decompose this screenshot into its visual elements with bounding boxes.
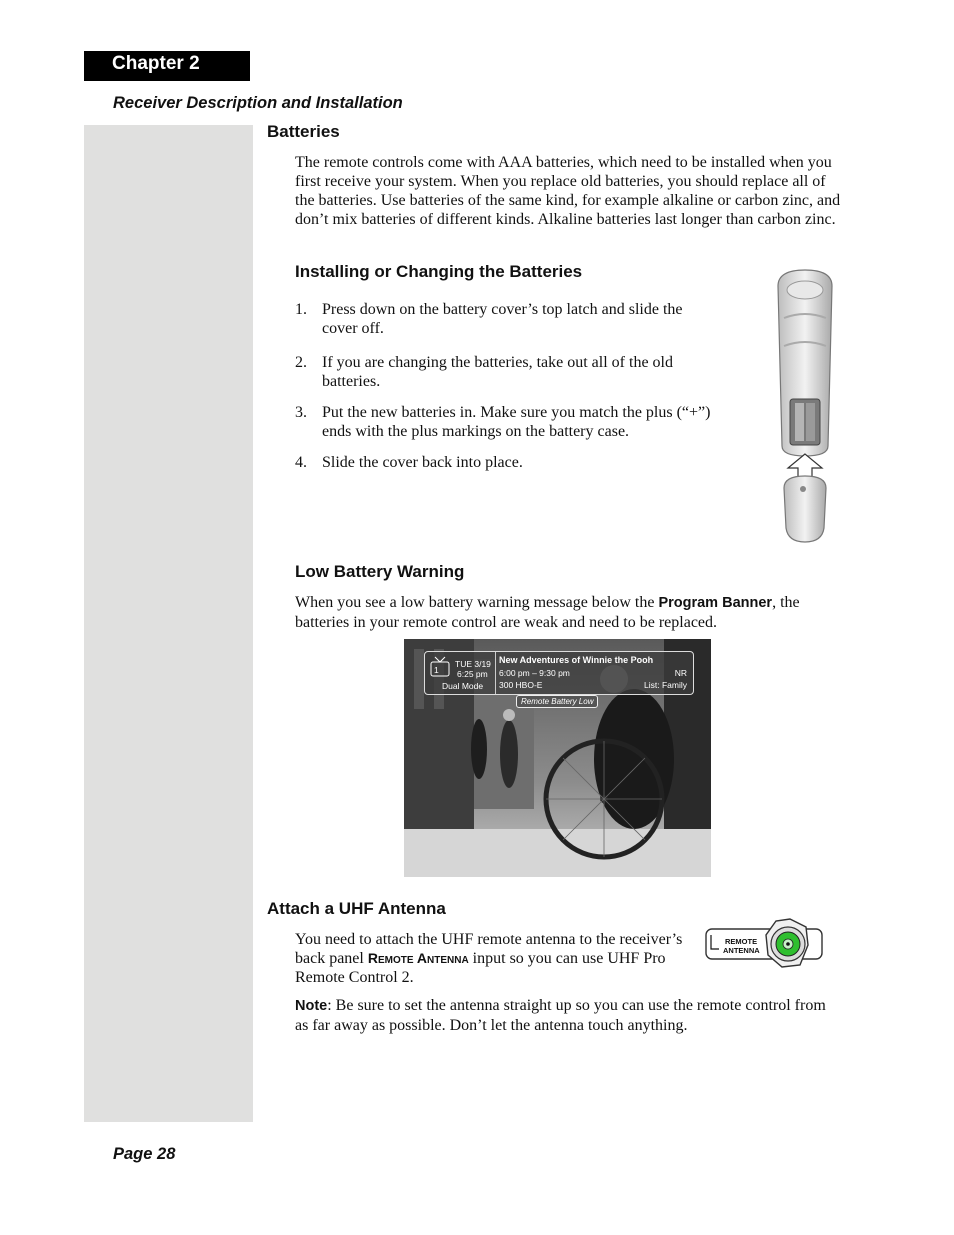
remote-antenna-port-illustration <box>705 915 825 975</box>
tv-icon <box>429 656 451 678</box>
step-text: Press down on the battery cover’s top latch and slide the cover off. <box>322 301 683 337</box>
step-number: 4. <box>295 454 307 471</box>
remote-battery-low-badge: Remote Battery Low <box>516 695 598 708</box>
antenna-text-start: You need to attach the UHF remote antenna to the receiver’s back panel <box>295 931 683 967</box>
program-banner <box>424 651 694 695</box>
batteries-intro: The remote controls come with AAA batteries, which need to be installed when you first receive your system. When you replace old batteries, you should replace all of the batteries. Use batteries of the same kind, for example alkaline or carbon zinc, and don’t mix batteries of different kinds. Alkaline batteries last longer than carbon zinc. <box>295 154 841 228</box>
step-text: If you are changing the batteries, take out all of the old batteries. <box>322 354 673 390</box>
banner-program-title: New Adventures of Winnie the Pooh <box>499 655 654 665</box>
list-item <box>295 353 715 391</box>
remote-battery-illustration <box>770 266 840 546</box>
antenna-heading: Attach a UHF Antenna <box>267 899 446 918</box>
note-text: : Be sure to set the antenna straight up so you can use the remote control from as far away as possible. Don’t let the antenna touch anything. <box>295 997 826 1034</box>
step-text: Put the new batteries in. Make sure you match the plus (“+”) ends with the plus markings on the battery case. <box>322 404 711 440</box>
batteries-heading: Batteries <box>267 122 340 141</box>
channel-box: 1 <box>434 665 439 675</box>
port-label-line2: ANTENNA <box>723 946 760 955</box>
antenna-connector-icon <box>705 915 825 975</box>
note-label: Note <box>295 998 328 1014</box>
low-battery-text <box>295 593 843 632</box>
low-battery-text-end: , the batteries in your remote control are weak and need to be replaced. <box>295 594 800 631</box>
remote-antenna-term: Remote Antenna <box>367 950 469 966</box>
low-battery-text-start: When you see a low battery warning message below the <box>295 594 659 611</box>
banner-mode: Dual Mode <box>442 681 484 691</box>
tv-screenshot <box>404 639 711 877</box>
sidebar-margin <box>84 125 253 1122</box>
low-battery-heading: Low Battery Warning <box>295 562 465 581</box>
antenna-text <box>295 930 690 987</box>
banner-list: List: Family <box>644 680 687 690</box>
list-item <box>295 453 715 472</box>
step-text: Slide the cover back into place. <box>322 454 523 471</box>
section-subtitle: Receiver Description and Installation <box>113 94 403 112</box>
antenna-note <box>295 996 843 1035</box>
port-label-line1: REMOTE <box>725 937 758 946</box>
program-banner-term: Program Banner <box>658 595 773 611</box>
step-number: 2. <box>295 354 307 371</box>
list-item <box>295 403 715 441</box>
banner-time-slot: 6:00 pm – 9:30 pm <box>499 668 570 678</box>
installing-heading: Installing or Changing the Batteries <box>295 262 583 281</box>
banner-time: 6:25 pm <box>457 669 488 679</box>
list-item <box>295 300 715 338</box>
banner-date: TUE 3/19 <box>455 659 491 669</box>
step-number: 1. <box>295 301 307 318</box>
banner-rating: NR <box>674 668 687 678</box>
chapter-tab: Chapter 2 <box>84 51 250 81</box>
page-number: Page 28 <box>113 1145 176 1163</box>
step-number: 3. <box>295 404 307 421</box>
antenna-text-end: input so you can use UHF Pro Remote Control 2. <box>295 950 666 986</box>
banner-channel: 300 HBO-E <box>499 680 543 690</box>
